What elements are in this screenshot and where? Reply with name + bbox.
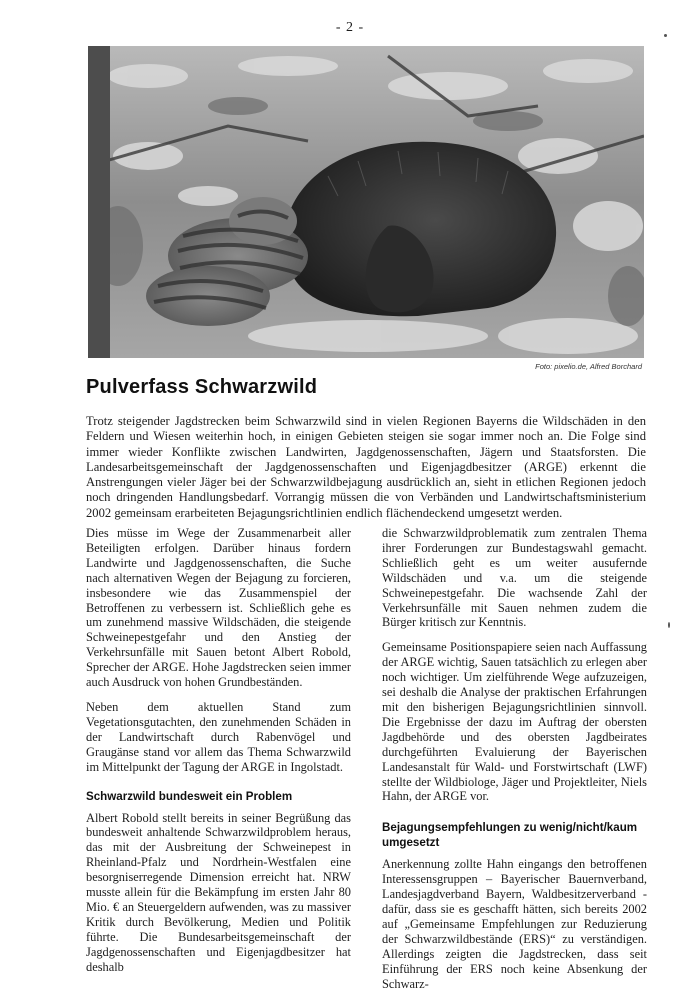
right-paragraph-3: Anerkennung zollte Hahn eingangs den betroffenen Interessensgruppen – Bayerischer Bauernverband, Landesjagdverband Bayern, Waldbesitzerverband - dafür, dass sie es geschafft hätten, sich bereits 2002 auf „Gemeinsame Empfehlungen zur Reduzierung der Schwarzwildbestände (ERS)“ zu verständigen. Allerdings zeigten die Jagdstrecken, dass seit Einführung der ERS noch keine Absenkung der Schwarz-	[382, 857, 647, 991]
scan-speck	[668, 622, 670, 628]
article-lead: Trotz steigender Jagdstrecken beim Schwarzwild sind in vielen Regionen Bayerns die Wildschäden in den Feldern und Wiesen weiterhin hoch, in einigen Gebieten steigen sie sogar immer noch an. Die Folge sind immer wieder Konflikte zwischen Landwirten, Jagdgenossenschaften, Jägern und Staatsforsten. Die Landesarbeitsgemeinschaft der Jagdgenossenschaften und Eigenjagdbesitzer (ARGE) erkennt die Anstrengungen vieler Jäger bei der Schwarzwildbejagung ausdrücklich an, sieht in etlichen Regionen jedoch noch dringenden Handlungsbedarf. Vorrangig müssen die von Verbänden und Landwirtschaftsministerium 2002 gemeinsam erarbeiteten Bejagungsrichtlinien endlich flächendeckend umgesetzt werden.	[86, 414, 646, 520]
right-subheading: Bejagungsempfehlungen zu wenig/nicht/kaum umgesetzt	[382, 821, 638, 850]
wild-boar-photo	[88, 46, 644, 358]
left-paragraph-1: Dies müsse im Wege der Zusammenarbeit aller Beteiligten erfolgen. Darüber hinaus fordern Landwirte und Jagdgenossenschaften, die Suche nach alternativen Wegen der Bejagung zu forcieren, insbesondere wie das Zusammenspiel der Betroffenen zu verbessern ist. Schließlich gehe es um zunehmend massive Wildschäden, die steigende Schweinepestgefahr und den Anstieg der Verkehrsunfälle mit Sauen betont Albert Robold, Sprecher der ARGE. Hohe Jagdstrecken seien immer auch Ausdruck von hohen Grundbeständen.	[86, 526, 351, 690]
left-column	[86, 526, 351, 984]
page-number: - 2 -	[335, 20, 365, 35]
photo-credit: Foto: pixelio.de, Alfred Borchard	[535, 362, 642, 371]
right-column	[382, 526, 647, 1001]
article-headline: Pulverfass Schwarzwild	[86, 376, 318, 398]
left-paragraph-2: Neben dem aktuellen Stand zum Vegetationsgutachten, den zunehmenden Schäden in der Landwirtschaft durch Rabenvögel und Graugänse stand vor allem das Thema Schwarzwild im Mittelpunkt der Tagung der ARGE in Ingolstadt.	[86, 699, 351, 774]
right-paragraph-2: Gemeinsame Positionspapiere seien nach Auffassung der ARGE wichtig, Sauen tatsächlich zu erlegen aber noch wichtiger. Um zielführende Wege aufzuzeigen, sei deshalb die Analyse der praktischen Erfahrungen mit den bisherigen Bejagungsrichtlinien sinnvoll. Die Ergebnisse der dazu im Auftrag der obersten Jagdbehörde und des obersten Jagdbeirates durchgeführten Evaluierung der Bayerischen Landesanstalt für Wald- und Forstwirtschaft (LWF) stellte der Wildbiologe, Jäger und Projektleiter, Niels Hahn, der ARGE vor.	[382, 640, 647, 804]
scan-speck	[664, 34, 667, 37]
left-subheading: Schwarzwild bundesweit ein Problem	[86, 789, 293, 803]
right-paragraph-1: die Schwarzwildproblematik zum zentralen Thema ihrer Forderungen zur Bundestagswahl gemacht. Schließlich geht es um weiter ausufernde Wildschäden und v.a. um die steigende Schweinepestgefahr. Die wachsende Zahl der Verkehrsunfälle mit Sauen nehmen zudem die Bürger kritisch zur Kenntnis.	[382, 526, 647, 630]
left-paragraph-3: Albert Robold stellt bereits in seiner Begrüßung das bundesweit anhaltende Schwarzwildproblem heraus, das mit der Ausbreitung der Schweinepest in Rheinland-Pfalz und Nordrhein-Westfalen eine besorgniserregende Dimension erreicht hat. NRW musste allein für die Bekämpfung im ersten Jahr 80 Mio. € an Steuergeldern aufwenden, was zu massiver Kritik durch Bevölkerung, Medien und Politik führte. Die Bundesarbeitsgemeinschaft der Jagdgenossenschaften und Eigenjagdbesitzer hat deshalb	[86, 810, 351, 974]
